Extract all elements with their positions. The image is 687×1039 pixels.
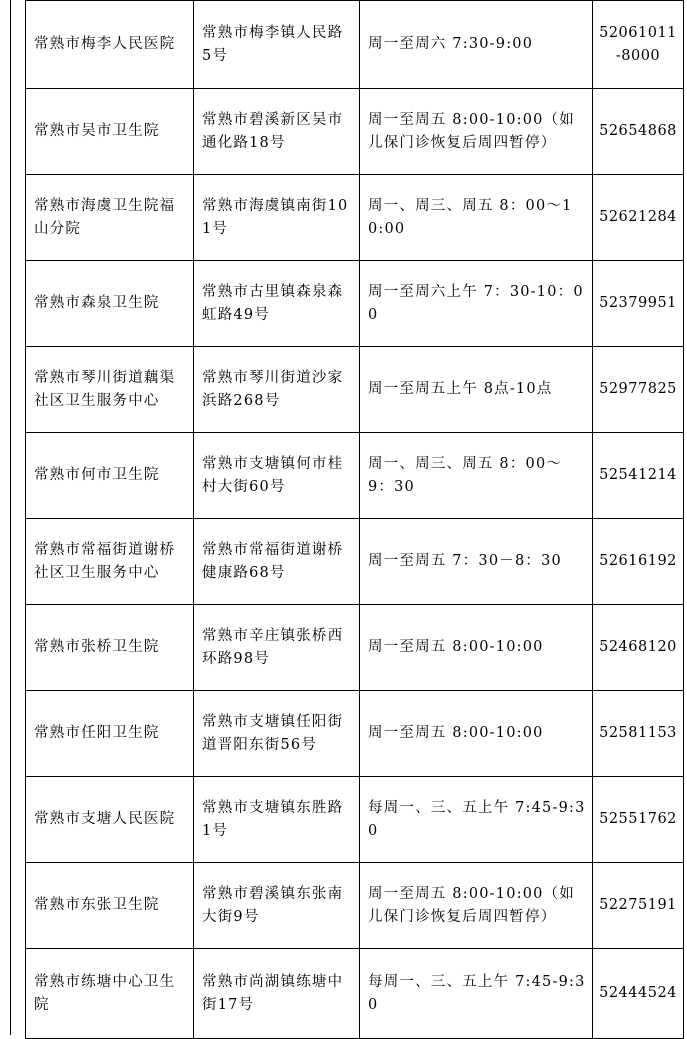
left-margin-rule (10, 0, 11, 1035)
clinic-address-cell: 常熟市支塘镇东胜路1号 (194, 777, 360, 863)
clinic-name-cell: 常熟市海虞卫生院福山分院 (26, 175, 194, 261)
clinic-hours-cell: 周一至周五 8:00-10:00（如儿保门诊恢复后周四暂停） (360, 89, 593, 175)
table-row (26, 261, 684, 347)
table-row (26, 691, 684, 777)
clinic-address-cell: 常熟市支塘镇何市桂村大街60号 (194, 433, 360, 519)
clinic-phone-cell: 52275191 (593, 863, 684, 949)
clinic-address-cell: 常熟市常福街道谢桥健康路68号 (194, 519, 360, 605)
clinic-phone-cell: 52581153 (593, 691, 684, 777)
table-row (26, 519, 684, 605)
clinic-phone-cell: 52379951 (593, 261, 684, 347)
clinic-address-cell: 常熟市海虞镇南街101号 (194, 175, 360, 261)
table-row (26, 949, 684, 1039)
clinic-name-cell: 常熟市吴市卫生院 (26, 89, 194, 175)
clinic-name-cell: 常熟市练塘中心卫生院 (26, 949, 194, 1039)
clinic-hours-cell: 周一至周五上午 8点-10点 (360, 347, 593, 433)
table-row (26, 89, 684, 175)
clinic-address-cell: 常熟市古里镇森泉森虹路49号 (194, 261, 360, 347)
clinic-name-cell: 常熟市任阳卫生院 (26, 691, 194, 777)
clinic-name-cell: 常熟市东张卫生院 (26, 863, 194, 949)
clinic-phone-cell: 52977825 (593, 347, 684, 433)
clinic-name-cell: 常熟市张桥卫生院 (26, 605, 194, 691)
clinic-hours-cell: 周一至周五 8:00-10:00 (360, 691, 593, 777)
clinic-phone-cell: 52468120 (593, 605, 684, 691)
clinic-hours-cell: 周一至周五 7：30－8：30 (360, 519, 593, 605)
clinic-hours-cell: 每周一、三、五上午 7:45-9:30 (360, 777, 593, 863)
table-row (26, 605, 684, 691)
clinic-hours-cell: 每周一、三、五上午 7:45-9:30 (360, 949, 593, 1039)
clinic-hours-cell: 周一至周五 8:00-10:00（如儿保门诊恢复后周四暂停） (360, 863, 593, 949)
table-body (26, 1, 684, 1039)
clinic-address-cell: 常熟市碧溪新区吴市通化路18号 (194, 89, 360, 175)
table-row (26, 347, 684, 433)
clinic-phone-cell: 52616192 (593, 519, 684, 605)
clinic-phone-cell: 52444524 (593, 949, 684, 1039)
clinic-phone-cell: 52061011-8000 (593, 1, 684, 89)
clinic-name-cell: 常熟市何市卫生院 (26, 433, 194, 519)
clinic-name-cell: 常熟市常福街道谢桥社区卫生服务中心 (26, 519, 194, 605)
clinic-hours-cell: 周一、周三、周五 8：00～9：30 (360, 433, 593, 519)
clinic-name-cell: 常熟市森泉卫生院 (26, 261, 194, 347)
clinic-hours-cell: 周一至周六上午 7：30-10：00 (360, 261, 593, 347)
table-row (26, 777, 684, 863)
clinic-address-cell: 常熟市碧溪镇东张南大街9号 (194, 863, 360, 949)
clinic-address-cell: 常熟市支塘镇任阳街道晋阳东街56号 (194, 691, 360, 777)
clinic-hours-cell: 周一至周五 8:00-10:00 (360, 605, 593, 691)
clinic-phone-cell: 52621284 (593, 175, 684, 261)
table-row (26, 1, 684, 89)
clinic-phone-cell: 52654868 (593, 89, 684, 175)
clinic-address-cell: 常熟市琴川街道沙家浜路268号 (194, 347, 360, 433)
clinic-phone-cell: 52541214 (593, 433, 684, 519)
clinic-phone-cell: 52551762 (593, 777, 684, 863)
clinic-name-cell: 常熟市琴川街道藕渠社区卫生服务中心 (26, 347, 194, 433)
table-row (26, 863, 684, 949)
table-row (26, 175, 684, 261)
clinic-address-cell: 常熟市辛庄镇张桥西环路98号 (194, 605, 360, 691)
clinic-hours-cell: 周一、周三、周五 8：00～10:00 (360, 175, 593, 261)
clinic-name-cell: 常熟市梅李人民医院 (26, 1, 194, 89)
clinic-schedule-table (25, 0, 684, 1039)
clinic-address-cell: 常熟市梅李镇人民路5号 (194, 1, 360, 89)
clinic-hours-cell: 周一至周六 7:30-9:00 (360, 1, 593, 89)
clinic-address-cell: 常熟市尚湖镇练塘中街17号 (194, 949, 360, 1039)
table-row (26, 433, 684, 519)
clinic-name-cell: 常熟市支塘人民医院 (26, 777, 194, 863)
